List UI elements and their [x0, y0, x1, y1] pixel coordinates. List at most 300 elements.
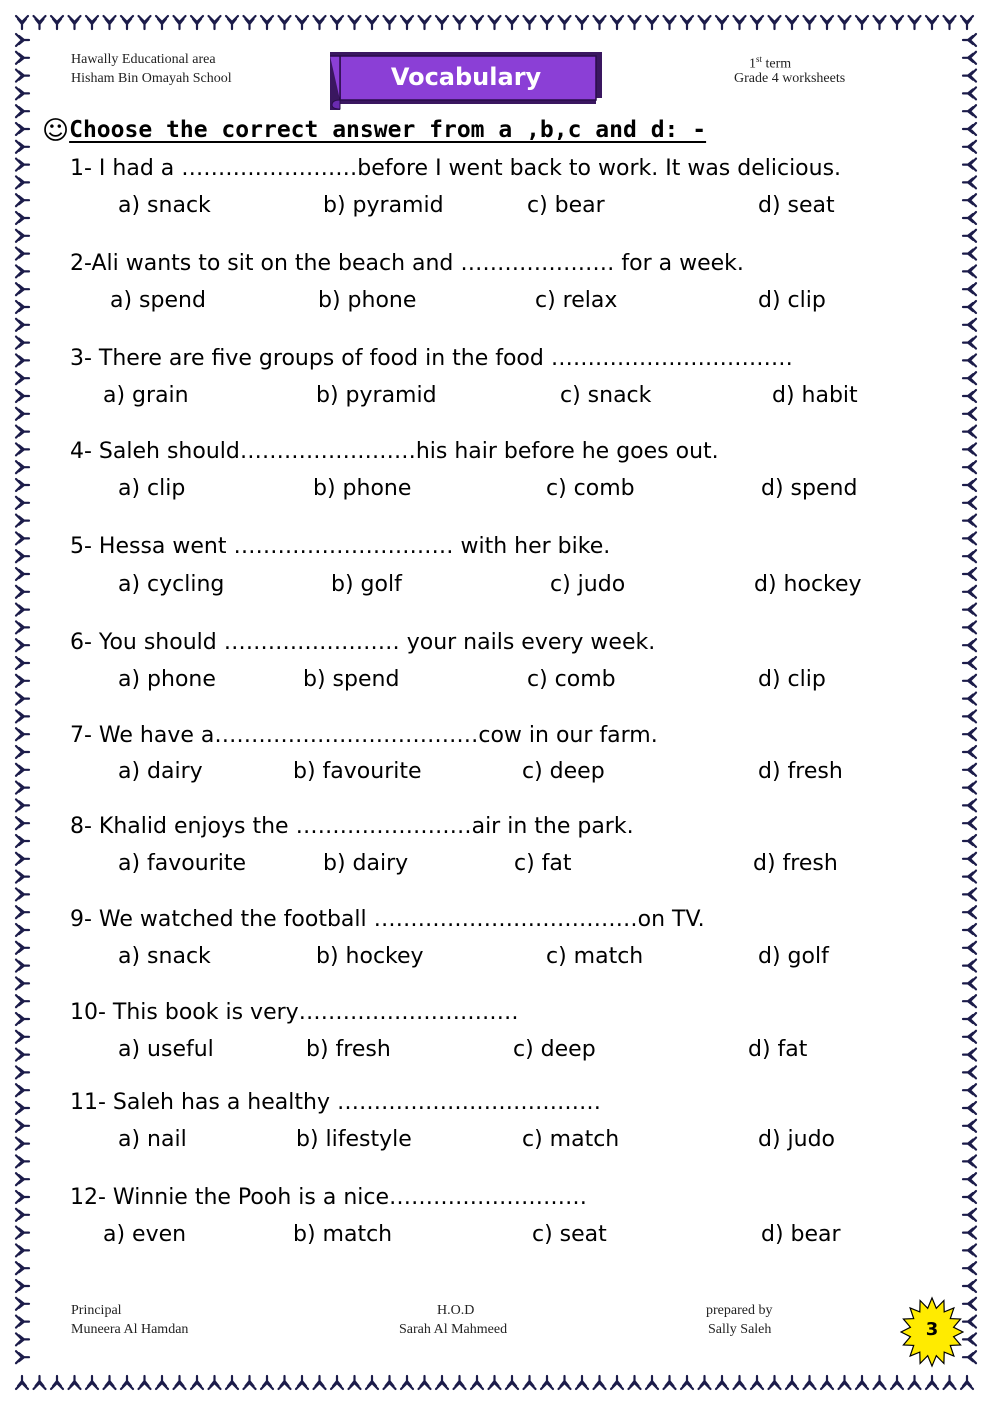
border-ornament [963, 1280, 976, 1292]
border-ornament [16, 1155, 29, 1167]
border-ornament [261, 1376, 273, 1389]
question-12-option-b[interactable]: b) match [293, 1222, 393, 1247]
border-ornament [16, 871, 29, 883]
question-2-text: 2-Ali wants to sit on the beach and ………………… for a week. [70, 251, 744, 276]
border-ornament [963, 906, 976, 918]
border-ornament [963, 1351, 976, 1363]
footer-prepared-name: Sally Saleh [708, 1322, 772, 1337]
smiley-icon: ☺ [42, 116, 70, 146]
border-ornament [963, 1191, 976, 1203]
header-school: Hisham Bin Omayah School [71, 71, 232, 86]
question-8-option-c[interactable]: c) fat [514, 851, 572, 876]
border-ornament [279, 1376, 291, 1389]
border-ornament [16, 1013, 29, 1025]
border-ornament [209, 16, 221, 29]
border-ornament [16, 995, 29, 1007]
border-ornament [279, 16, 291, 29]
border-ornament [541, 16, 553, 29]
border-ornament [174, 16, 186, 29]
question-4-text: 4- Saleh should……………………his hair before he goes out. [70, 439, 719, 464]
border-ornament [16, 942, 29, 954]
border-ornament [16, 515, 29, 527]
border-ornament [34, 1376, 46, 1389]
border-ornament [963, 1244, 976, 1256]
border-ornament [769, 1376, 781, 1389]
question-2-option-d[interactable]: d) clip [758, 288, 826, 313]
border-ornament [16, 710, 29, 722]
border-ornament [16, 105, 29, 117]
border-ornament [963, 710, 976, 722]
question-2-option-c[interactable]: c) relax [535, 288, 618, 313]
question-9-option-c[interactable]: c) match [546, 944, 644, 969]
border-ornament [436, 1376, 448, 1389]
question-12-text: 12- Winnie the Pooh is a nice……………………… [70, 1185, 587, 1210]
question-5-text: 5- Hessa went ………………………… with her bike. [70, 534, 611, 559]
page-title: Vocabulary [390, 63, 542, 91]
border-ornament [821, 1376, 833, 1389]
border-ornament [16, 532, 29, 544]
border-ornament [559, 16, 571, 29]
term-suffix: st [756, 54, 763, 64]
border-ornament [16, 319, 29, 331]
border-ornament [16, 799, 29, 811]
border-ornament [963, 693, 976, 705]
border-ornament [963, 657, 976, 669]
question-11-option-b[interactable]: b) lifestyle [296, 1127, 412, 1152]
border-ornament [963, 1066, 976, 1078]
border-ornament [139, 1376, 151, 1389]
border-ornament [594, 1376, 606, 1389]
question-8-option-b[interactable]: b) dairy [323, 851, 409, 876]
border-ornament [963, 1209, 976, 1221]
border-ornament [454, 16, 466, 29]
border-ornament [16, 782, 29, 794]
question-7-option-c[interactable]: c) deep [522, 759, 605, 784]
border-ornament [16, 1244, 29, 1256]
question-4-option-a[interactable]: a) clip [118, 476, 186, 501]
question-6-option-d[interactable]: d) clip [758, 667, 826, 692]
border-ornament [594, 16, 606, 29]
question-4-option-b[interactable]: b) phone [313, 476, 412, 501]
border-ornament [384, 1376, 396, 1389]
question-9-option-d[interactable]: d) golf [758, 944, 829, 969]
border-ornament [681, 16, 693, 29]
border-ornament [963, 1031, 976, 1043]
question-1-text: 1- I had a ……………………before I went back to work. It was delicious. [70, 156, 842, 181]
border-ornament [963, 639, 976, 651]
border-ornament [69, 1376, 81, 1389]
question-11-option-d[interactable]: d) judo [758, 1127, 836, 1152]
question-3-option-c[interactable]: c) snack [560, 383, 652, 408]
border-ornament [16, 194, 29, 206]
header-area: Hawally Educational area [71, 52, 216, 67]
border-ornament [16, 550, 29, 562]
question-10-option-b[interactable]: b) fresh [306, 1037, 391, 1062]
question-6-option-c[interactable]: c) comb [527, 667, 616, 692]
border-ornament [963, 675, 976, 687]
border-ornament [16, 301, 29, 313]
border-ornament [963, 372, 976, 384]
border-ornament [963, 1155, 976, 1167]
border-ornament [489, 1376, 501, 1389]
border-ornament [963, 764, 976, 776]
border-ornament [751, 16, 763, 29]
question-12-option-a[interactable]: a) even [103, 1222, 187, 1247]
border-ornament [963, 248, 976, 260]
question-3-option-d[interactable]: d) habit [772, 383, 858, 408]
question-9-text: 9- We watched the football ………………………………on TV. [70, 907, 705, 932]
border-ornament [401, 16, 413, 29]
border-ornament [16, 479, 29, 491]
border-ornament [16, 1262, 29, 1274]
question-5-option-b[interactable]: b) golf [331, 572, 402, 597]
border-ornament [121, 16, 133, 29]
border-ornament [963, 159, 976, 171]
border-ornament [16, 817, 29, 829]
border-ornament [963, 301, 976, 313]
border-ornament [681, 1376, 693, 1389]
border-ornament [16, 1333, 29, 1345]
border-ornament [16, 426, 29, 438]
border-ornament [16, 87, 29, 99]
question-10-option-a[interactable]: a) useful [118, 1037, 214, 1062]
border-ornament [963, 105, 976, 117]
question-1-option-d[interactable]: d) seat [758, 193, 835, 218]
border-ornament [963, 515, 976, 527]
border-ornament [963, 1316, 976, 1328]
header-grade: Grade 4 worksheets [734, 71, 846, 86]
border-ornament [314, 16, 326, 29]
border-ornament [963, 354, 976, 366]
border-ornament [16, 159, 29, 171]
border-ornament [16, 568, 29, 580]
border-ornament [963, 1173, 976, 1185]
question-5-option-c[interactable]: c) judo [550, 572, 626, 597]
border-ornament [209, 1376, 221, 1389]
border-ornament [16, 1084, 29, 1096]
border-ornament [16, 675, 29, 687]
border-ornament [16, 176, 29, 188]
question-8-option-d[interactable]: d) fresh [753, 851, 838, 876]
border-ornament [244, 1376, 256, 1389]
border-ornament [963, 337, 976, 349]
border-ornament [963, 871, 976, 883]
border-ornament [349, 1376, 361, 1389]
border-ornament [331, 16, 343, 29]
border-ornament [16, 1102, 29, 1114]
footer-hod-name: Sarah Al Mahmeed [399, 1322, 508, 1337]
border-ornament [419, 1376, 431, 1389]
border-ornament [16, 372, 29, 384]
border-ornament [436, 16, 448, 29]
border-ornament [16, 835, 29, 847]
question-3-text: 3- There are five groups of food in the food …………………………… [70, 346, 793, 371]
border-ornament [804, 16, 816, 29]
question-12-option-c[interactable]: c) seat [532, 1222, 607, 1247]
question-6-text: 6- You should …………………… your nails every week. [70, 630, 656, 655]
border-ornament [16, 853, 29, 865]
border-ornament [16, 70, 29, 82]
border-ornament [963, 176, 976, 188]
border-ornament [576, 1376, 588, 1389]
border-ornament [16, 1227, 29, 1239]
border-ornament [314, 1376, 326, 1389]
border-ornament [909, 16, 921, 29]
question-3-option-b[interactable]: b) pyramid [316, 383, 437, 408]
question-10-option-d[interactable]: d) fat [748, 1037, 808, 1062]
border-ornament [963, 123, 976, 135]
border-ornament [963, 194, 976, 206]
border-ornament [16, 1376, 28, 1389]
border-ornament [963, 497, 976, 509]
border-ornament [963, 390, 976, 402]
border-ornament [16, 1316, 29, 1328]
border-ornament [629, 1376, 641, 1389]
border-ornament [471, 1376, 483, 1389]
border-ornament [963, 995, 976, 1007]
footer-hod-label: H.O.D [437, 1303, 475, 1318]
instruction-text: Choose the correct answer from a ,b,c and d: - [69, 117, 707, 143]
border-ornament [699, 1376, 711, 1389]
border-ornament [331, 1376, 343, 1389]
question-1-option-b[interactable]: b) pyramid [323, 193, 444, 218]
question-6-option-a[interactable]: a) phone [118, 667, 216, 692]
question-3-option-a[interactable]: a) grain [103, 383, 189, 408]
border-ornament [104, 1376, 116, 1389]
border-ornament [156, 16, 168, 29]
border-ornament [821, 16, 833, 29]
border-ornament [963, 550, 976, 562]
border-ornament [734, 1376, 746, 1389]
question-11-option-a[interactable]: a) nail [118, 1127, 187, 1152]
border-ornament [191, 16, 203, 29]
border-ornament [86, 16, 98, 29]
question-2-option-b[interactable]: b) phone [318, 288, 417, 313]
question-10-text: 10- This book is very………………………… [70, 1000, 519, 1025]
border-ornament [629, 16, 641, 29]
border-ornament [16, 212, 29, 224]
border-ornament [664, 16, 676, 29]
border-ornament [963, 230, 976, 242]
border-ornament [856, 1376, 868, 1389]
border-ornament [944, 1376, 956, 1389]
border-ornament [16, 960, 29, 972]
border-ornament [69, 16, 81, 29]
border-ornament [963, 853, 976, 865]
border-ornament [16, 265, 29, 277]
border-ornament [874, 1376, 886, 1389]
border-ornament [139, 16, 151, 29]
border-ornament [366, 16, 378, 29]
border-ornament [963, 1138, 976, 1150]
border-ornament [963, 1084, 976, 1096]
border-ornament [963, 1227, 976, 1239]
footer-prepared-label: prepared by [706, 1303, 773, 1318]
border-ornament [16, 764, 29, 776]
border-ornament [16, 1031, 29, 1043]
border-ornament [349, 16, 361, 29]
border-ornament [963, 34, 976, 46]
border-ornament [856, 16, 868, 29]
border-ornament [16, 604, 29, 616]
border-ornament [51, 1376, 63, 1389]
question-8-option-a[interactable]: a) favourite [118, 851, 247, 876]
border-ornament [891, 16, 903, 29]
border-ornament [191, 1376, 203, 1389]
border-ornament [401, 1376, 413, 1389]
border-ornament [963, 888, 976, 900]
border-ornament [926, 16, 938, 29]
border-ornament [963, 1102, 976, 1114]
footer-principal-name: Muneera Al Hamdan [71, 1322, 189, 1337]
border-ornament [963, 568, 976, 580]
border-ornament [16, 443, 29, 455]
border-ornament [261, 16, 273, 29]
border-ornament [786, 1376, 798, 1389]
border-ornament [646, 16, 658, 29]
border-ornament [16, 657, 29, 669]
border-ornament [944, 16, 956, 29]
border-ornament [16, 924, 29, 936]
border-ornament [16, 1351, 29, 1363]
border-ornament [963, 408, 976, 420]
question-11-option-c[interactable]: c) match [522, 1127, 620, 1152]
border-ornament [963, 835, 976, 847]
border-ornament [963, 87, 976, 99]
border-ornament [963, 70, 976, 82]
border-ornament [963, 52, 976, 64]
border-ornament [16, 34, 29, 46]
question-12-option-d[interactable]: d) bear [761, 1222, 841, 1247]
border-ornament [611, 1376, 623, 1389]
border-ornament [16, 230, 29, 242]
border-ornament [963, 977, 976, 989]
border-ornament [963, 728, 976, 740]
question-7-text: 7- We have a………………………………cow in our farm. [70, 723, 658, 748]
border-ornament [471, 16, 483, 29]
border-ornament [366, 1376, 378, 1389]
border-ornament [51, 16, 63, 29]
border-ornament [611, 16, 623, 29]
border-ornament [16, 1280, 29, 1292]
question-6-option-b[interactable]: b) spend [303, 667, 400, 692]
border-ornament [296, 16, 308, 29]
border-ornament [664, 1376, 676, 1389]
border-ornament [506, 1376, 518, 1389]
term-word: term [765, 56, 792, 72]
border-ornament [804, 1376, 816, 1389]
border-ornament [16, 693, 29, 705]
question-7-option-a[interactable]: a) dairy [118, 759, 203, 784]
border-ornament [16, 354, 29, 366]
border-ornament [961, 1376, 973, 1389]
border-ornament [963, 265, 976, 277]
border-ornament [963, 1262, 976, 1274]
question-1-option-c[interactable]: c) bear [527, 193, 605, 218]
question-10-option-c[interactable]: c) deep [513, 1037, 596, 1062]
border-ornament [121, 1376, 133, 1389]
border-ornament [786, 16, 798, 29]
border-ornament [16, 1049, 29, 1061]
border-ornament [963, 960, 976, 972]
border-ornament [963, 283, 976, 295]
question-5-option-a[interactable]: a) cycling [118, 572, 225, 597]
border-ornament [963, 532, 976, 544]
border-ornament [16, 639, 29, 651]
border-ornament [384, 16, 396, 29]
border-ornament [34, 16, 46, 29]
border-ornament [16, 248, 29, 260]
border-ornament [16, 728, 29, 740]
border-ornament [16, 16, 28, 29]
border-ornament [963, 586, 976, 598]
border-ornament [16, 888, 29, 900]
border-ornament [16, 390, 29, 402]
border-ornament [454, 1376, 466, 1389]
border-ornament [16, 906, 29, 918]
border-ornament [86, 1376, 98, 1389]
question-2-option-a[interactable]: a) spend [110, 288, 206, 313]
question-7-option-d[interactable]: d) fresh [758, 759, 843, 784]
border-ornament [963, 479, 976, 491]
border-ornament [524, 1376, 536, 1389]
border-ornament [16, 337, 29, 349]
question-7-option-b[interactable]: b) favourite [293, 759, 422, 784]
border-ornament [963, 799, 976, 811]
border-ornament [16, 1120, 29, 1132]
question-5-option-d[interactable]: d) hockey [754, 572, 862, 597]
border-ornament [524, 16, 536, 29]
border-ornament [16, 497, 29, 509]
border-ornament [839, 16, 851, 29]
border-ornament [891, 1376, 903, 1389]
border-ornament [156, 1376, 168, 1389]
border-ornament [963, 621, 976, 633]
border-ornament [963, 1120, 976, 1132]
question-4-option-d[interactable]: d) spend [761, 476, 858, 501]
border-ornament [296, 1376, 308, 1389]
border-ornament [839, 1376, 851, 1389]
border-ornament [541, 1376, 553, 1389]
border-ornament [734, 16, 746, 29]
border-ornament [963, 924, 976, 936]
border-ornament [646, 1376, 658, 1389]
border-ornament [226, 1376, 238, 1389]
border-ornament [963, 319, 976, 331]
question-1-option-a[interactable]: a) snack [118, 193, 211, 218]
border-ornament [16, 621, 29, 633]
question-9-option-a[interactable]: a) snack [118, 944, 211, 969]
border-ornament [16, 1066, 29, 1078]
border-ornament [174, 1376, 186, 1389]
border-ornament [963, 1298, 976, 1310]
question-9-option-b[interactable]: b) hockey [316, 944, 424, 969]
border-ornament [489, 16, 501, 29]
border-ornament [104, 16, 116, 29]
border-ornament [963, 141, 976, 153]
border-ornament [769, 16, 781, 29]
border-ornament [16, 1298, 29, 1310]
border-ornament [226, 16, 238, 29]
question-11-text: 11- Saleh has a healthy ……………………………… [70, 1090, 601, 1115]
question-4-option-c[interactable]: c) comb [546, 476, 635, 501]
border-ornament [16, 408, 29, 420]
page-number: 3 [925, 1319, 939, 1340]
border-ornament [963, 942, 976, 954]
border-ornament [16, 586, 29, 598]
border-ornament [16, 461, 29, 473]
border-ornament [963, 782, 976, 794]
